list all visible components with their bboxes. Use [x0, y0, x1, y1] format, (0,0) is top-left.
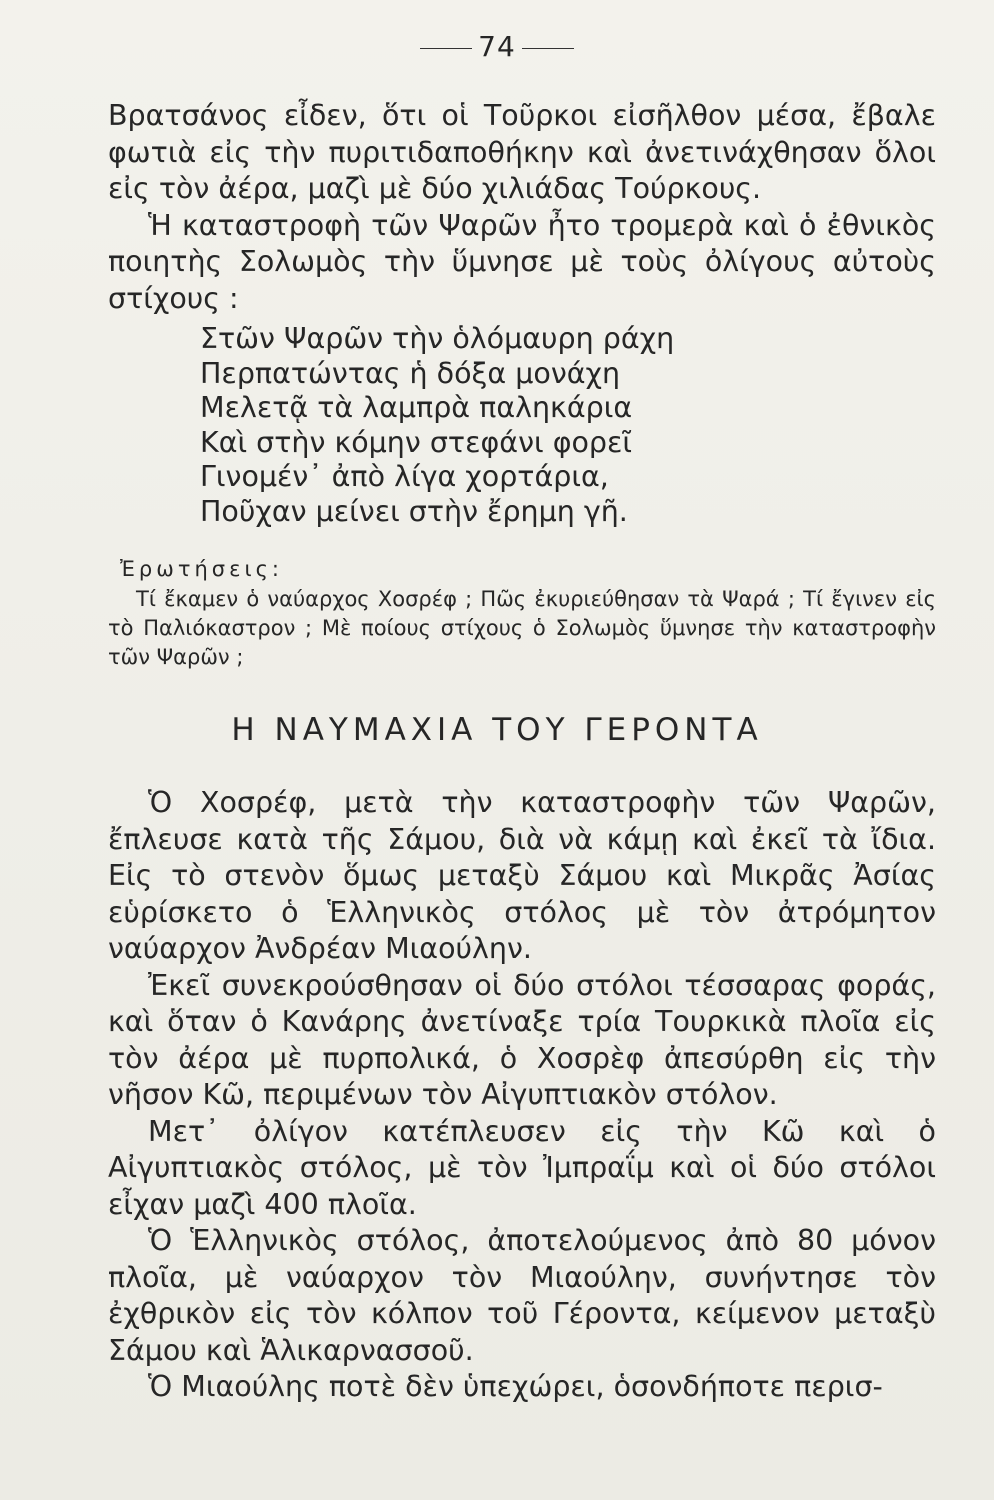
section-paragraph: Μετ᾽ ὀλίγον κατέπλευσεν εἰς τὴν Κῶ καὶ ὁ Αἰγυπτιακὸς στόλος, μὲ τὸν Ἰμπραΐμ καὶ οἱ δύο στόλοι εἶχαν μαζὶ 400 πλοῖα.: [108, 1114, 936, 1221]
page-number-text: 74: [478, 30, 516, 63]
intro-paragraph: Βρατσάνος εἶδεν, ὅτι οἱ Τοῦρκοι εἰσῆλθον μέσα, ἔβαλε φωτιὰ εἰς τὴν πυριτιδαποθήκην καὶ ἀνετινάχθησαν ὅλοι εἰς τὸν ἀέρα, μαζὶ μὲ δύο χιλιάδας Τούρκους.: [108, 99, 936, 205]
poem-line: Περπατώντας ἡ δόξα μονάχη: [200, 356, 621, 390]
section-paragraph: Ἐκεῖ συνεκρούσθησαν οἱ δύο στόλοι τέσσαρας φοράς, καὶ ὅταν ὁ Κανάρης ἀνετίναξε τρία Τουρκικὰ πλοῖα εἰς τὸν ἀέρα μὲ πυρπολικά, ὁ Χοσρὲφ ἀπεσύρθη εἰς τὴν νῆσον Κῶ, περιμένων τὸν Αἰγυπτιακὸν στόλον.: [108, 968, 936, 1111]
section-paragraph: Ὁ Ἑλληνικὸς στόλος, ἀποτελούμενος ἀπὸ 80 μόνον πλοῖα, μὲ ναύαρχον τὸν Μιαούλην, συνήντησε τὸν ἐχθρικὸν εἰς τὸν κόλπον τοῦ Γέροντα, κείμενον μεταξὺ Σάμου καὶ Ἁλικαρνασσοῦ.: [108, 1224, 936, 1367]
intro-text: [108, 98, 936, 317]
questions-heading: Ἐρωτήσεις:: [120, 557, 283, 581]
poem-line: Γινομέν᾽ ἀπὸ λίγα χορτάρια,: [200, 460, 609, 493]
section-paragraph: Ὁ Μιαούλης ποτὲ δὲν ὑπεχώρει, ὁσονδήποτε περισ-: [148, 1370, 883, 1403]
section-paragraph: Ὁ Χοσρέφ, μετὰ τὴν καταστροφὴν τῶν Ψαρῶν, ἔπλευσε κατὰ τῆς Σάμου, διὰ νὰ κάμῃ καὶ ἐκεῖ τὰ ἴδια. Εἰς τὸ στενὸν ὅμως μεταξὺ Σάμου καὶ Μικρᾶς Ἀσίας εὑρίσκετο ὁ Ἑλληνικὸς στόλος μὲ τὸν ἀτρόμητον ναύαρχον Ἀνδρέαν Μιαούλην.: [108, 786, 936, 965]
poem-line: Ποῦχαν μείνει στὴν ἔρημη γῆ.: [200, 494, 628, 528]
page-number-dash-right: [522, 48, 574, 49]
poem: [200, 322, 760, 529]
poem-line: Στῶν Ψαρῶν τὴν ὁλόμαυρη ράχη: [200, 322, 675, 355]
page-number-dash-left: [420, 48, 472, 49]
questions-text: Τί ἔκαμεν ὁ ναύαρχος Χοσρέφ ; Πῶς ἐκυριεύθησαν τὰ Ψαρά ; Τί ἔγινεν εἰς τὸ Παλιόκαστρον ; Μὲ ποίους στίχους ὁ Σολωμὸς ὕμνησε τὴν καταστροφὴν τῶν Ψαρῶν ;: [108, 587, 936, 669]
section-title: Η ΝΑΥΜΑΧΙΑ ΤΟΥ ΓΕΡΟΝΤΑ: [231, 712, 763, 748]
questions: [108, 555, 936, 672]
poem-line: Καὶ στὴν κόμην στεφάνι φορεῖ: [200, 425, 633, 459]
page-number: [0, 30, 994, 63]
section-body: [108, 785, 936, 1406]
poem-line: Μελετᾷ τὰ λαμπρὰ παληκάρια: [200, 391, 633, 424]
intro-paragraph: Ἡ καταστροφὴ τῶν Ψαρῶν ἦτο τρομερὰ καὶ ὁ ἐθνικὸς ποιητὴς Σολωμὸς τὴν ὕμνησε μὲ τοὺς ὀλίγους αὐτοὺς στίχους :: [108, 208, 936, 315]
